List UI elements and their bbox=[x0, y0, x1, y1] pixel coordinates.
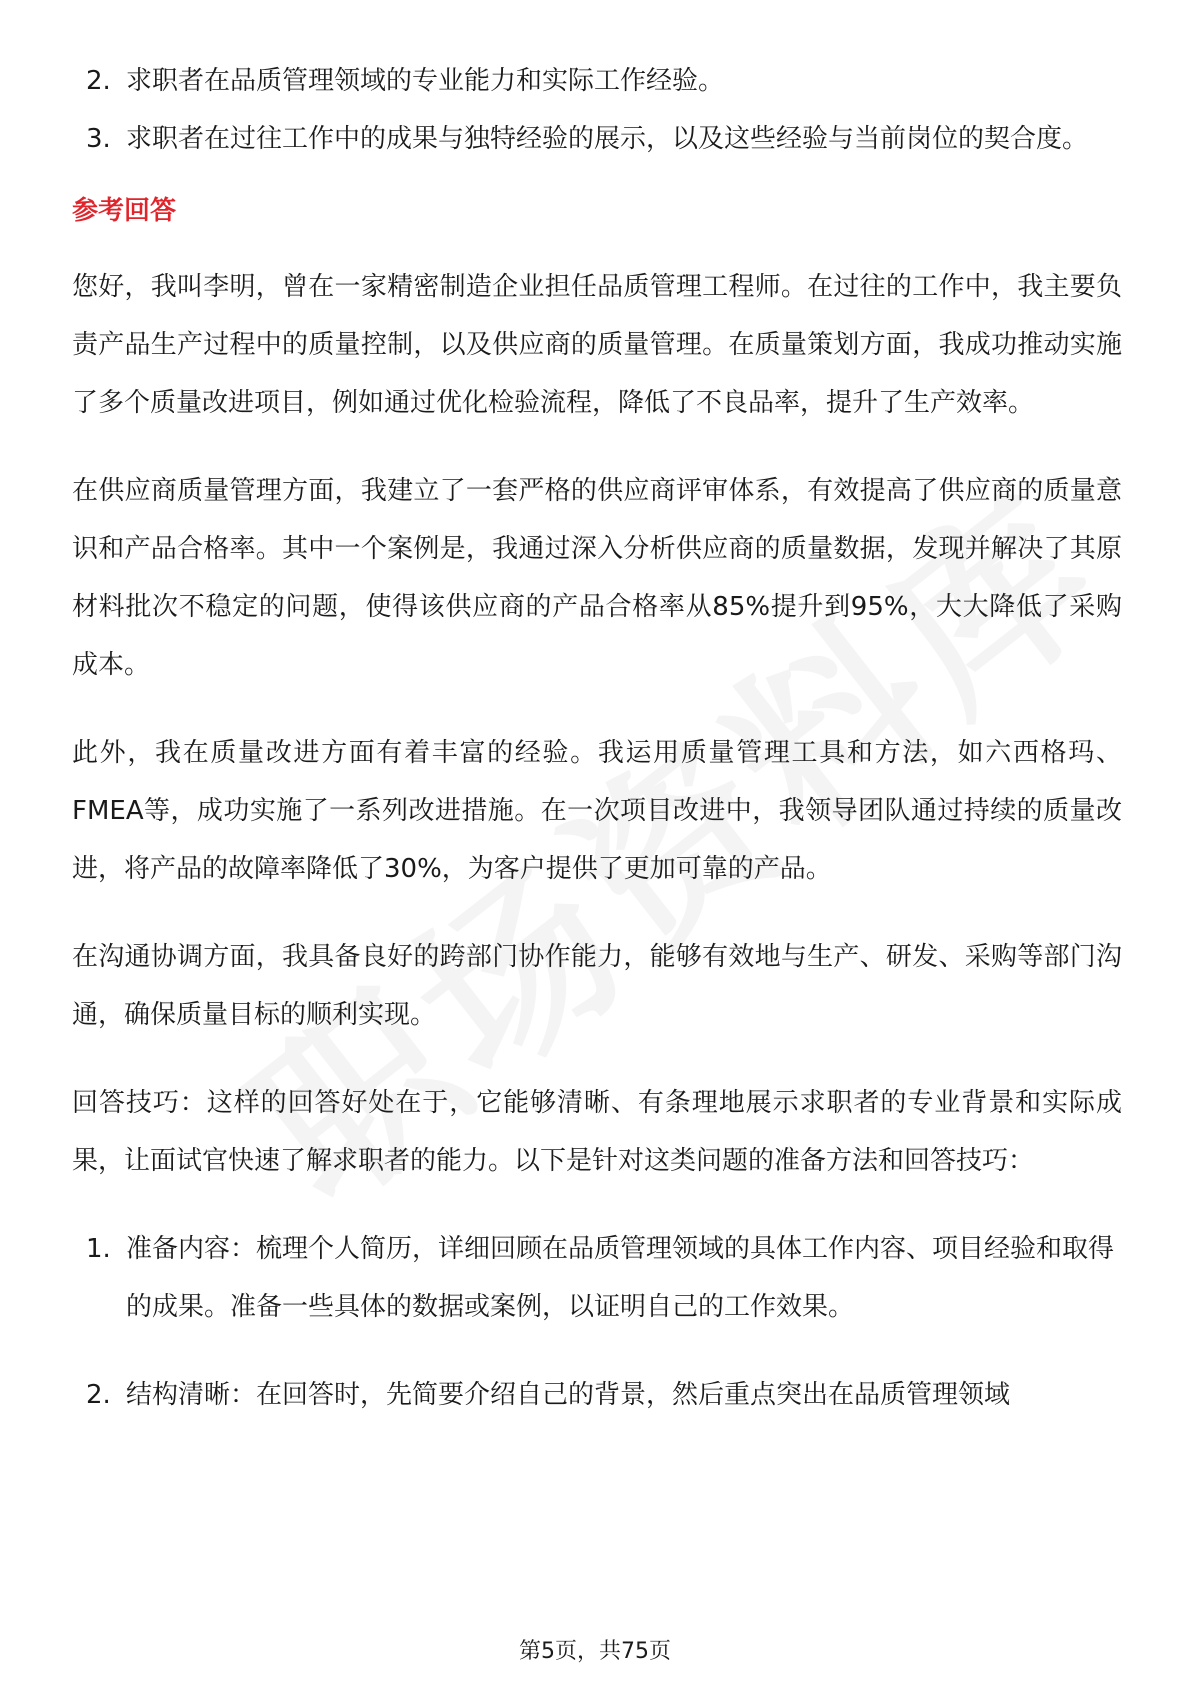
paragraph: 回答技巧：这样的回答好处在于，它能够清晰、有条理地展示求职者的专业背景和实际成果，让面试官快速了解求职者的能力。以下是针对这类问题的准备方法和回答技巧： bbox=[72, 1088, 1122, 1176]
list-item bbox=[72, 52, 1122, 110]
list-item-text: 准备内容：梳理个人简历，详细回顾在品质管理领域的具体工作内容、项目经验和取得的成果。准备一些具体的数据或案例，以证明自己的工作效果。 bbox=[126, 1234, 1115, 1322]
list-item-number: 3. bbox=[86, 124, 111, 154]
page-content bbox=[72, 52, 1122, 1454]
list-item-text: 结构清晰：在回答时，先简要介绍自己的背景，然后重点突出在品质管理领域 bbox=[126, 1380, 1011, 1410]
top-list bbox=[72, 52, 1122, 168]
section-heading: 参考回答 bbox=[72, 196, 177, 226]
paragraph: 在沟通协调方面，我具备良好的跨部门协作能力，能够有效地与生产、研发、采购等部门沟通，确保质量目标的顺利实现。 bbox=[72, 942, 1122, 1030]
list-item bbox=[72, 1220, 1122, 1336]
list-item-number: 2. bbox=[86, 66, 111, 96]
paragraph: 在供应商质量管理方面，我建立了一套严格的供应商评审体系，有效提高了供应商的质量意识和产品合格率。其中一个案例是，我通过深入分析供应商的质量数据，发现并解决了其原材料批次不稳定的问题，使得该供应商的产品合格率从85%提升到95%，大大降低了采购成本。 bbox=[72, 476, 1122, 680]
paragraph: 您好，我叫李明，曾在一家精密制造企业担任品质管理工程师。在过往的工作中，我主要负责产品生产过程中的质量控制，以及供应商的质量管理。在质量策划方面，我成功推动实施了多个质量改进项目，例如通过优化检验流程，降低了不良品率，提升了生产效率。 bbox=[72, 272, 1122, 418]
paragraph: 此外，我在质量改进方面有着丰富的经验。我运用质量管理工具和方法，如六西格玛、FMEA等，成功实施了一系列改进措施。在一次项目改进中，我领导团队通过持续的质量改进，将产品的故障率降低了30%，为客户提供了更加可靠的产品。 bbox=[72, 738, 1122, 884]
list-item-number: 2. bbox=[86, 1380, 111, 1410]
list-item-text: 求职者在品质管理领域的专业能力和实际工作经验。 bbox=[126, 66, 725, 96]
list-item bbox=[72, 1366, 1122, 1424]
page-footer: 第5页，共75页 bbox=[519, 1639, 671, 1664]
list-item-text: 求职者在过往工作中的成果与独特经验的展示，以及这些经验与当前岗位的契合度。 bbox=[126, 124, 1089, 154]
bottom-list bbox=[72, 1220, 1122, 1424]
list-item-number: 1. bbox=[86, 1234, 111, 1264]
list-item bbox=[72, 110, 1122, 168]
